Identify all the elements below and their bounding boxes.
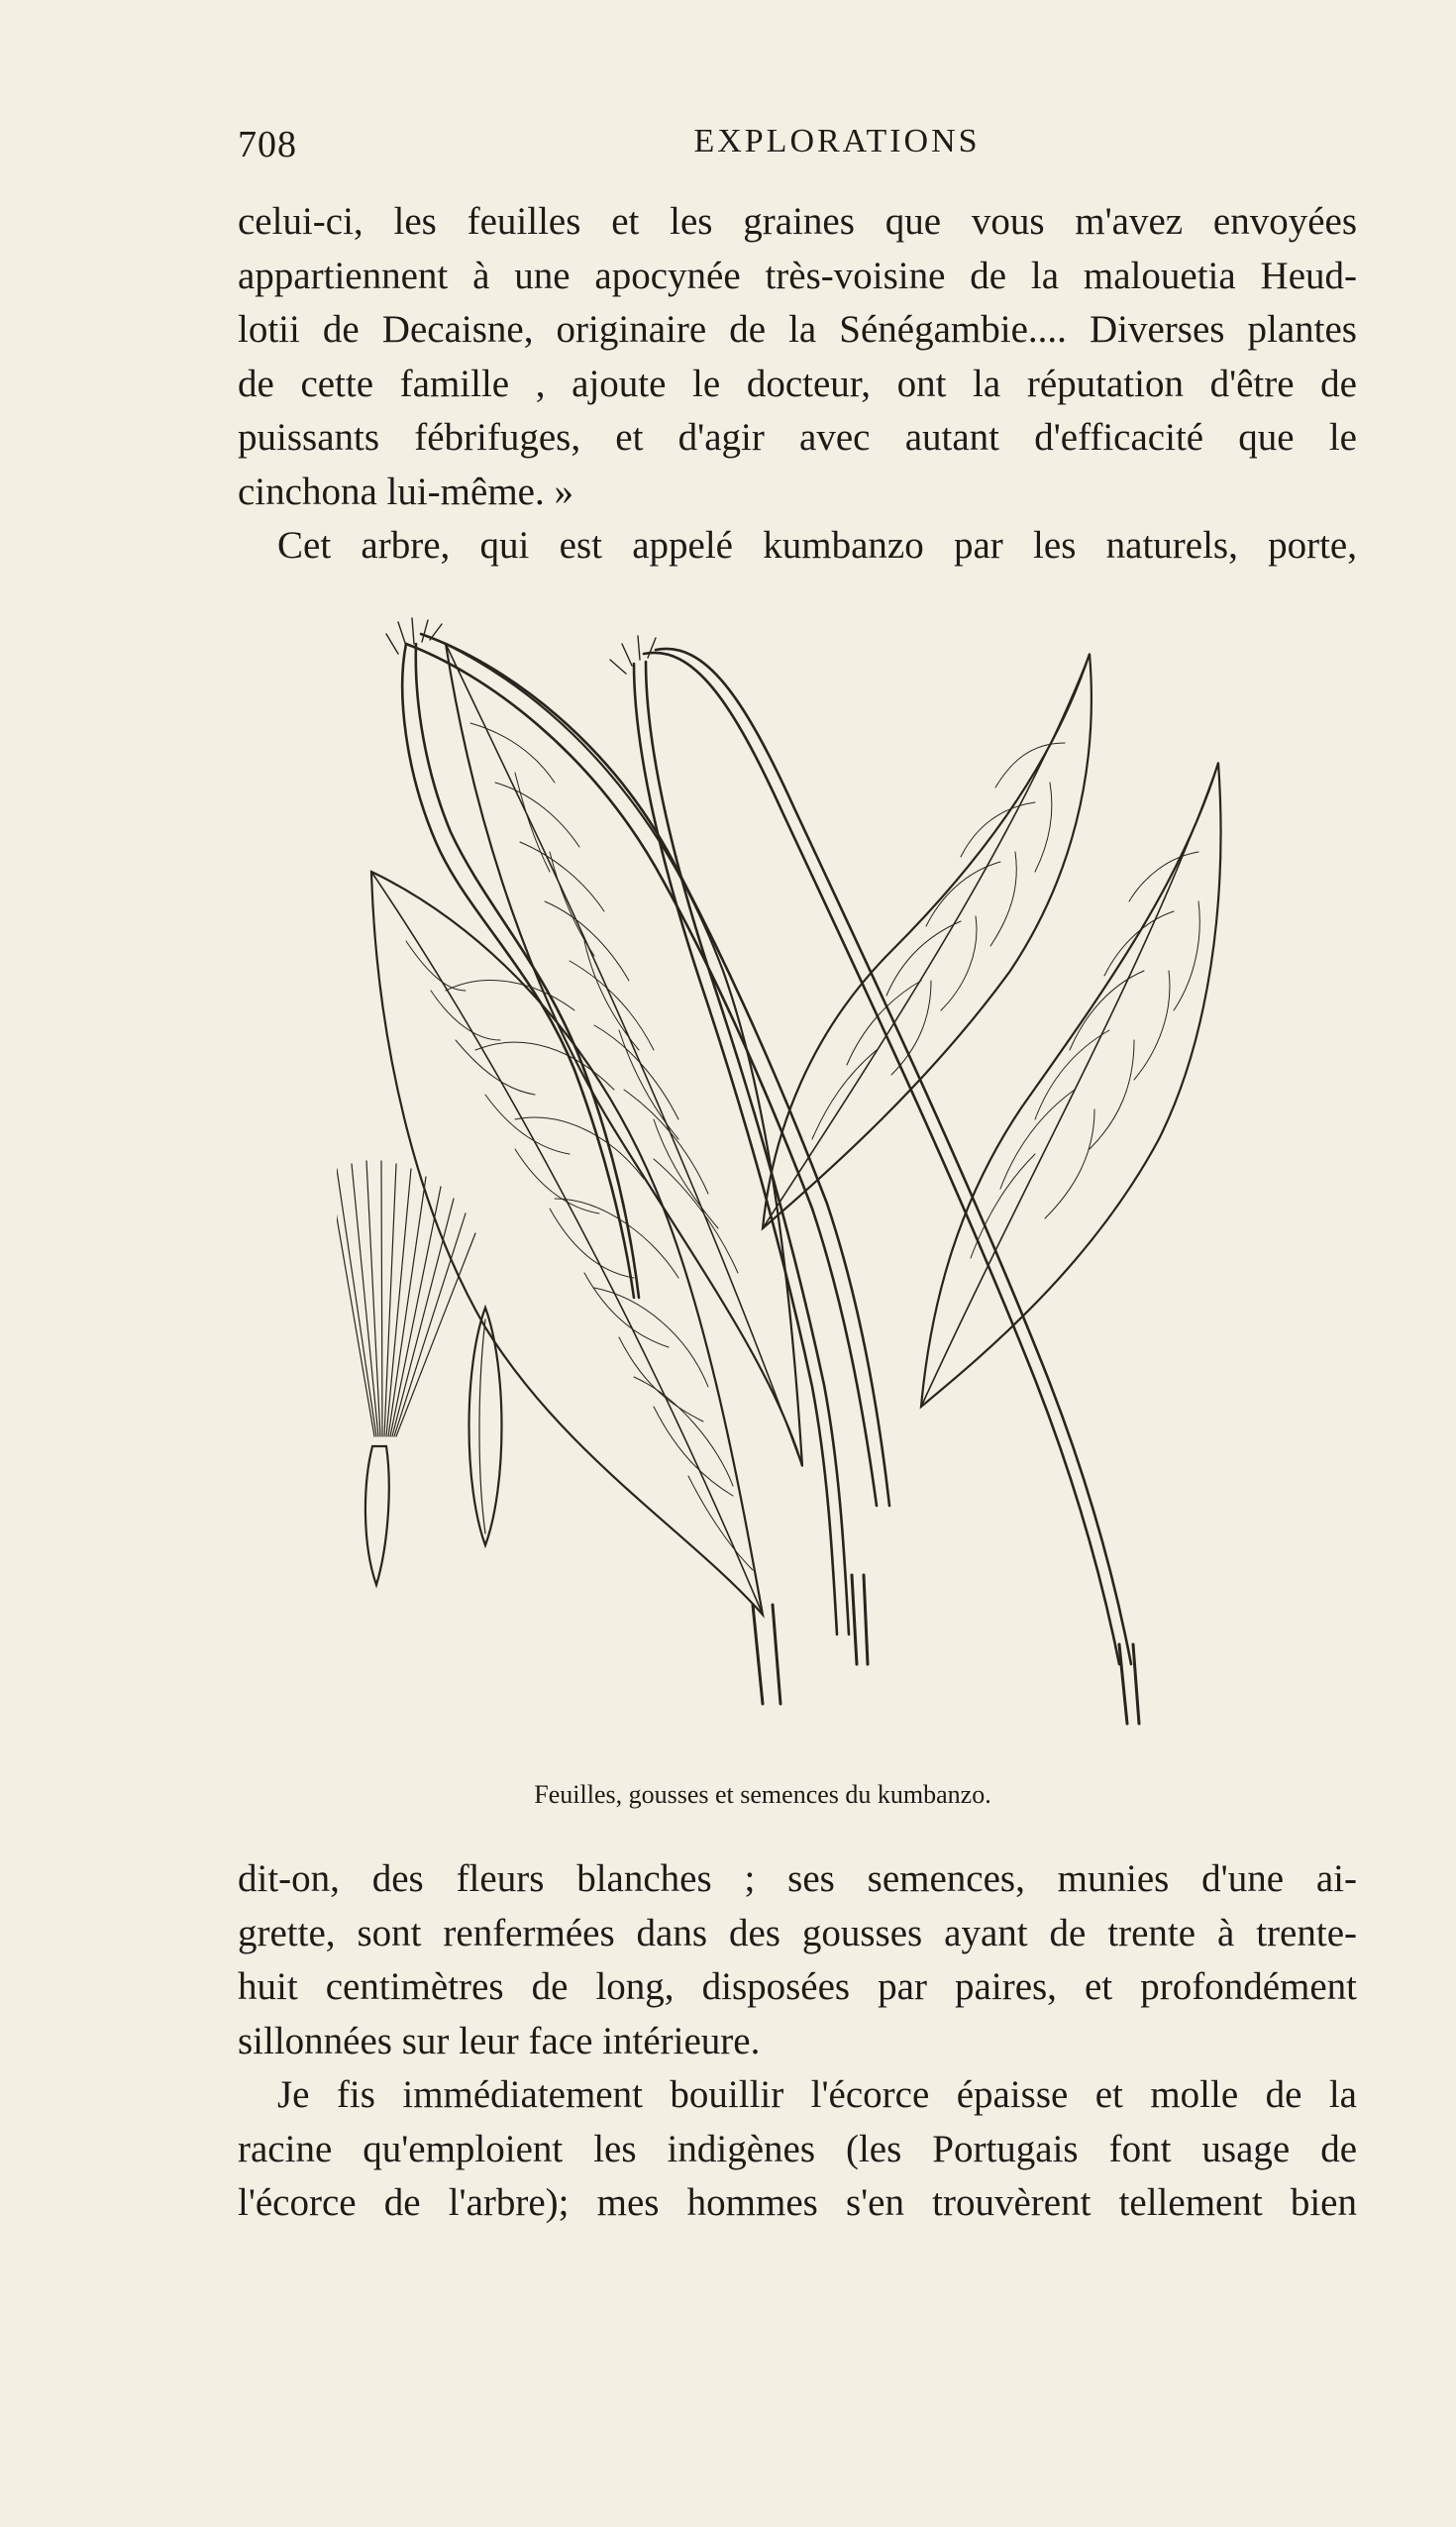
- bottom-paragraphs: [238, 1852, 1357, 2231]
- leaf-right-upper: [763, 654, 1092, 1228]
- seed-pod-left: [386, 618, 889, 1506]
- seed-with-aigrette: [337, 1161, 475, 1585]
- page-header: [238, 123, 1367, 172]
- botanical-illustration: [337, 614, 1258, 1783]
- leaf-left: [371, 872, 763, 1615]
- top-paragraphs: [238, 195, 1357, 574]
- text-line: dit-on, des fleurs blanches ; ses semences, munies d'une ai-: [238, 1857, 1357, 1900]
- text-line: Cet arbre, qui est appelé kumbanzo par les naturels, porte,: [277, 524, 1357, 567]
- text-line: de cette famille , ajoute le docteur, ont la réputation d'être de: [238, 362, 1357, 405]
- text-line: huit centimètres de long, disposées par paires, et profondément: [238, 1965, 1357, 2008]
- text-line: l'écorce de l'arbre); mes hommes s'en trouvèrent tellement bien: [238, 2181, 1357, 2224]
- page-number: 708: [238, 124, 297, 165]
- text-line: sillonnées sur leur face intérieure.: [238, 2019, 761, 2062]
- text-line: puissants fébrifuges, et d'agir avec autant d'efficacité que le: [238, 416, 1357, 459]
- text-line: lotii de Decaisne, originaire de la Sénégambie.... Diverses plantes: [238, 308, 1357, 351]
- stems: [753, 1575, 1139, 1724]
- text-line: celui-ci, les feuilles et les graines que vous m'avez envoyées: [238, 200, 1357, 243]
- text-line: appartiennent à une apocynée très-voisine de la malouetia Heud-: [238, 254, 1357, 297]
- leaf-right-lower: [921, 763, 1221, 1407]
- figure-caption: Feuilles, gousses et semences du kumbanzo.: [534, 1780, 991, 1809]
- text-line: racine qu'emploient les indigènes (les Portugais font usage de: [238, 2127, 1357, 2170]
- text-line: cinchona lui-même. »: [238, 470, 573, 513]
- running-title: EXPLORATIONS: [693, 123, 981, 159]
- text-line: Je fis immédiatement bouillir l'écorce épaisse et molle de la: [277, 2073, 1357, 2116]
- text-line: grette, sont renfermées dans des gousses ayant de trente à trente-: [238, 1911, 1357, 1954]
- seed-pod-right: [610, 636, 1131, 1664]
